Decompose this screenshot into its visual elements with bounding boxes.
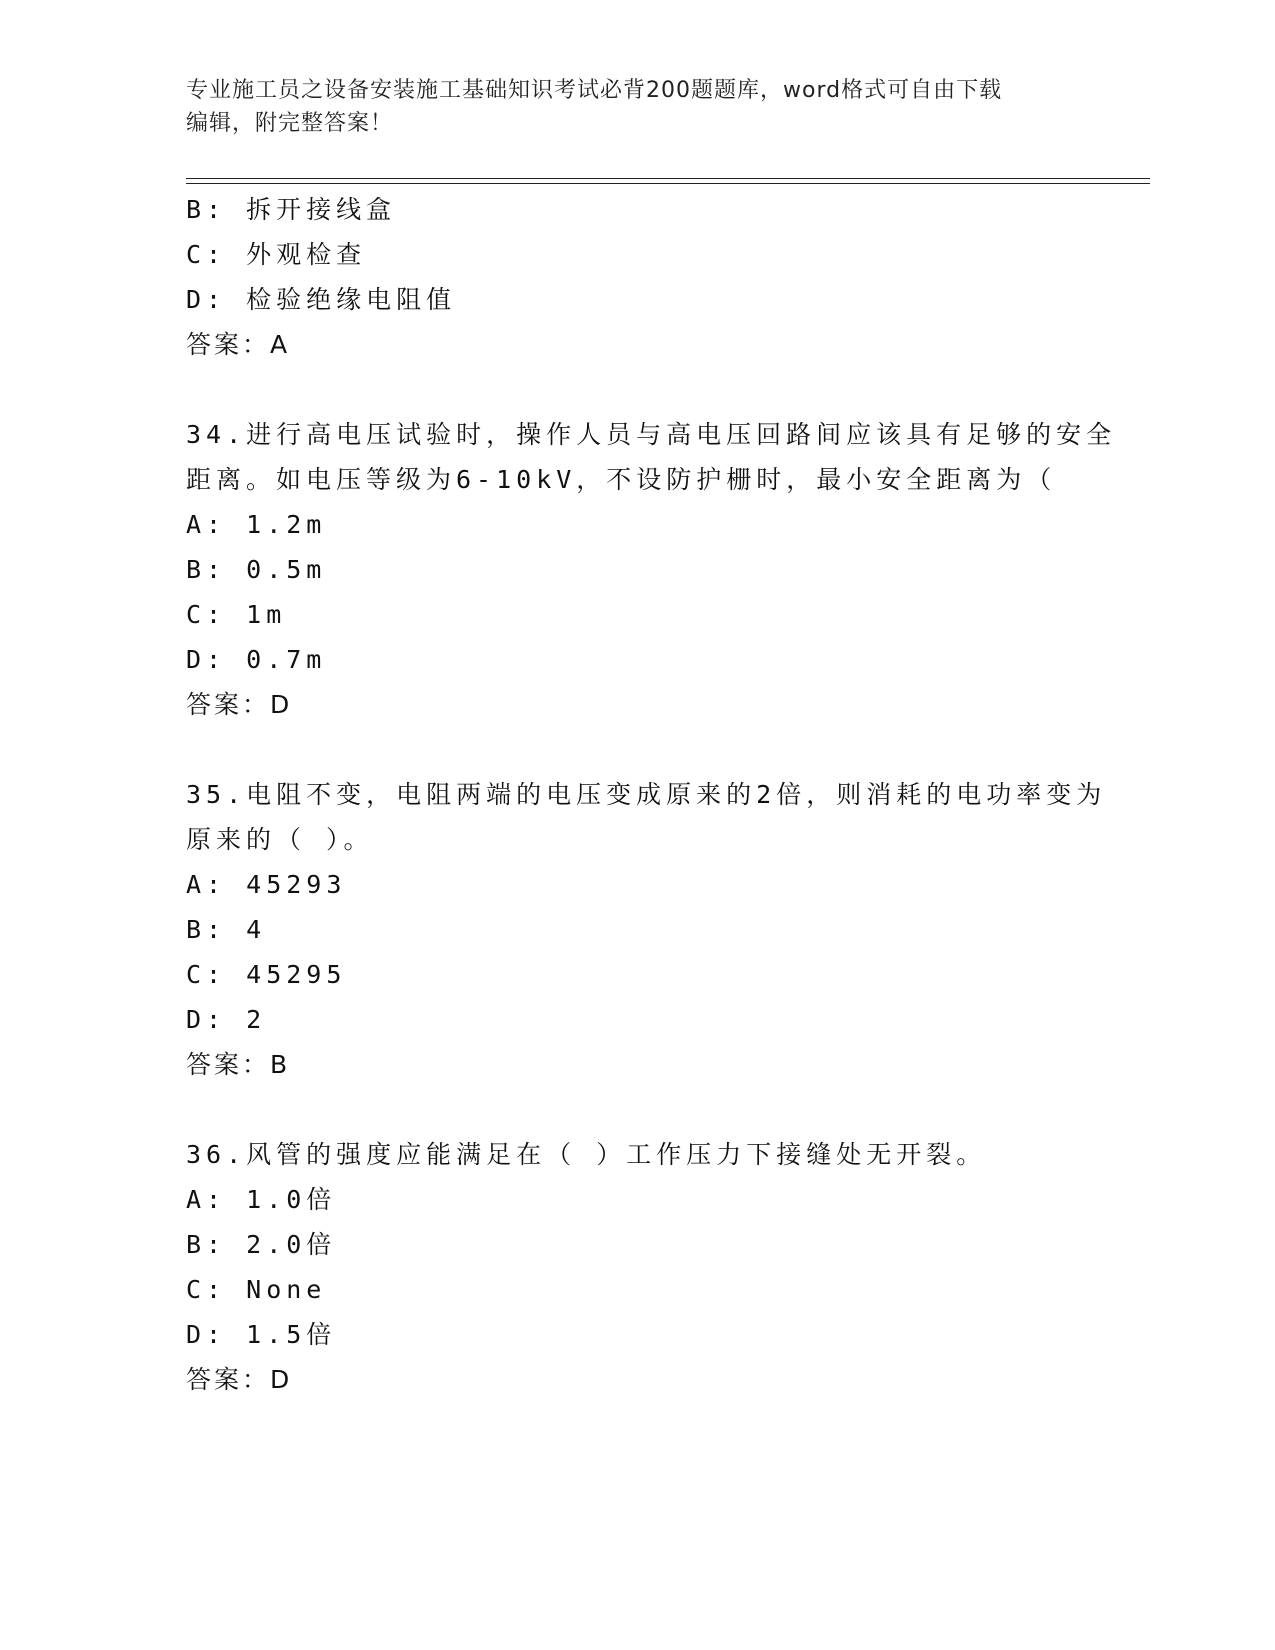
q36-option-a: A: 1.0倍 [186, 1185, 337, 1214]
document-header [186, 74, 1086, 140]
header-divider-bottom [186, 183, 1150, 184]
q35-answer: 答案：B [186, 1050, 291, 1079]
q35-stem-line-2: 原来的（ ）。 [186, 825, 374, 854]
q36-stem-line-1: 36.风管的强度应能满足在（ ）工作压力下接缝处无开裂。 [186, 1140, 987, 1169]
q35-stem-line-1: 35.电阻不变，电阻两端的电压变成原来的2倍，则消耗的电功率变为 [186, 780, 1107, 809]
q35-option-b: B: 4 [186, 915, 267, 944]
header-title-line-1: 专业施工员之设备安装施工基础知识考试必背200题题库，word格式可自由下载 [186, 78, 1003, 103]
q35-option-d: D: 2 [186, 1005, 267, 1034]
q36-option-b: B: 2.0倍 [186, 1230, 337, 1259]
q36-answer: 答案：D [186, 1365, 293, 1394]
q34-stem-line-2: 距离。如电压等级为6-10kV，不设防护栅时，最小安全距离为（ [186, 465, 1057, 494]
q34-option-d: D: 0.7m [186, 645, 327, 674]
q36-option-d: D: 1.5倍 [186, 1320, 337, 1349]
q34-option-c: C: 1m [186, 600, 287, 629]
q34-option-b: B: 0.5m [186, 555, 327, 584]
header-title-line-2: 编辑，附完整答案！ [186, 111, 394, 136]
q33-option-c: C: 外观检查 [186, 240, 367, 269]
header-divider-top [186, 178, 1150, 179]
q33-option-b: B: 拆开接线盒 [186, 195, 397, 224]
q33-answer: 答案：A [186, 330, 291, 359]
q36-option-c: C: None [186, 1275, 327, 1304]
q35-option-a: A: 45293 [186, 870, 347, 899]
q33-option-d: D: 检验绝缘电阻值 [186, 285, 457, 314]
q34-answer: 答案：D [186, 690, 293, 719]
q34-stem-line-1: 34.进行高电压试验时，操作人员与高电压回路间应该具有足够的安全 [186, 420, 1117, 449]
q34-option-a: A: 1.2m [186, 510, 327, 539]
q35-option-c: C: 45295 [186, 960, 347, 989]
